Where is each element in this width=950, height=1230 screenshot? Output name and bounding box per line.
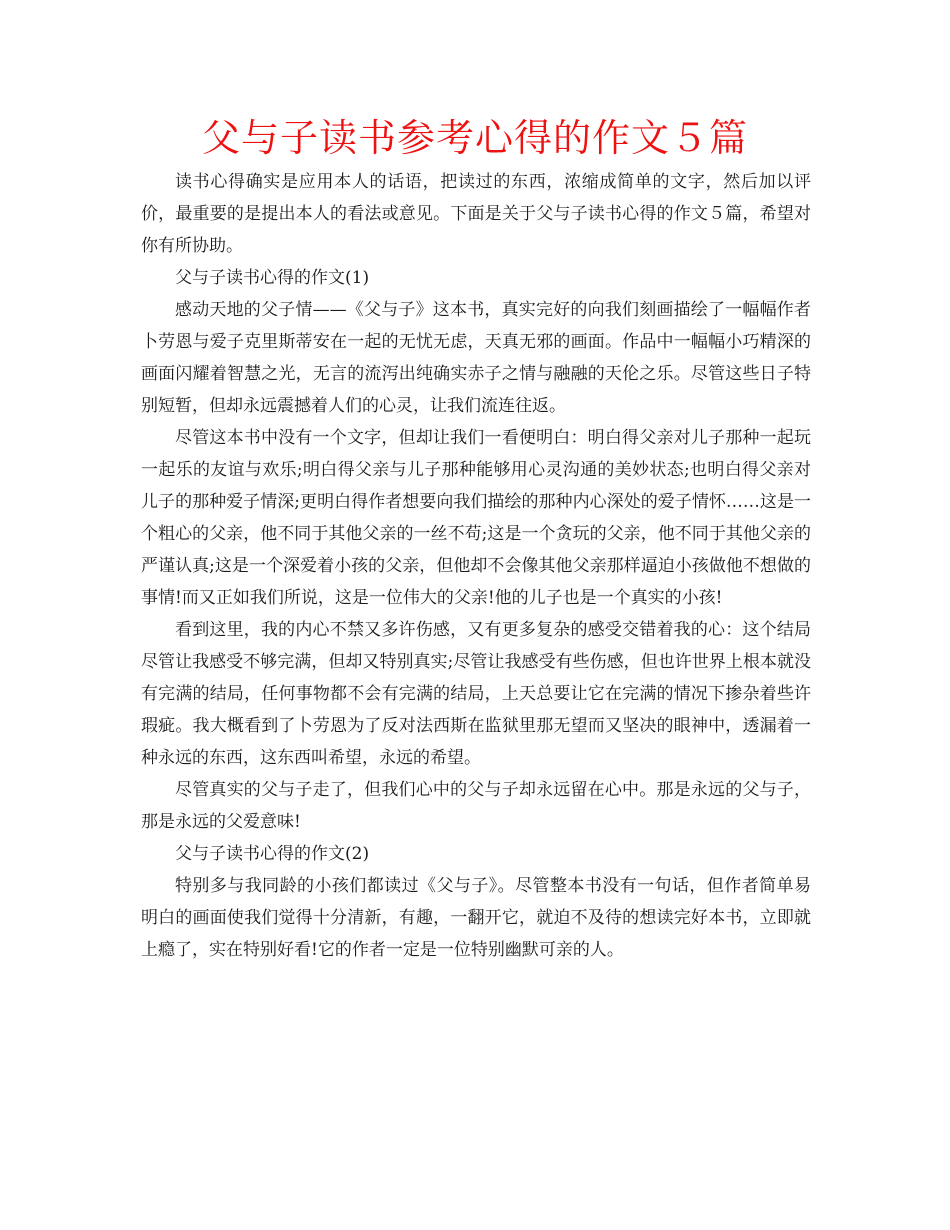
page-title: 父与子读书参考心得的作文５篇 bbox=[201, 116, 748, 160]
intro-paragraph: 读书心得确实是应用本人的话语，把读过的东西，浓缩成简单的文字，然后加以评价，最重要的是提出本人的看法或意见。下面是关于父与子读书心得的作文５篇，希望对你有所协助。 bbox=[141, 172, 811, 256]
body-paragraph: 尽管这本书中没有一个文字，但却让我们一看便明白：明白得父亲对儿子那种一起玩一起乐的友谊与欢乐;明白得父亲与儿子那种能够用心灵沟通的美妙状态;也明白得父亲对儿子的那种爱子情深;更明白得作者想要向我们描绘的那种内心深处的爱子情怀……这是一个粗心的父亲，他不同于其他父亲的一丝不苟;这是一个贪玩的父亲，他不同于其他父亲的严谨认真;这是一个深爱着小孩的父亲，但他却不会像其他父亲那样逼迫小孩做他不想做的事情!而又正如我们所说，这是一位伟大的父亲!他的儿子也是一个真实的小孩! bbox=[141, 428, 811, 608]
body-paragraph: 尽管真实的父与子走了，但我们心中的父与子却永远留在心中。那是永远的父与子，那是永远的父爱意味! bbox=[141, 780, 811, 832]
document-body bbox=[141, 166, 811, 966]
body-paragraph: 看到这里，我的内心不禁又多许伤感，又有更多复杂的感受交错着我的心：这个结局尽管让我感受不够完满，但却又特别真实;尽管让我感受有些伤感，但也许世界上根本就没有完满的结局，任何事物都不会有完满的结局，上天总要让它在完满的情况下掺杂着些许瑕疵。我大概看到了卜劳恩为了反对法西斯在监狱里那无望而又坚决的眼神中，透漏着一种永远的东西，这东西叫希望，永远的希望。 bbox=[141, 620, 811, 768]
section-heading-2: 父与子读书心得的作文(2) bbox=[175, 844, 370, 864]
body-paragraph: 特别多与我同龄的小孩们都读过《父与子》。尽管整本书没有一句话，但作者简单易明白的画面使我们觉得十分清新，有趣，一翻开它，就迫不及待的想读完好本书，立即就上瘾了，实在特别好看!它的作者一定是一位特别幽默可亲的人。 bbox=[141, 876, 811, 960]
body-paragraph: 感动天地的父子情——《父与子》这本书，真实完好的向我们刻画描绘了一幅幅作者卜劳恩与爱子克里斯蒂安在一起的无忧无虑，天真无邪的画面。作品中一幅幅小巧精深的画面闪耀着智慧之光，无言的流泻出纯确实赤子之情与融融的天伦之乐。尽管这些日子特别短暂，但却永远震撼着人们的心灵，让我们流连往返。 bbox=[141, 300, 811, 416]
section-heading-1: 父与子读书心得的作文(1) bbox=[175, 268, 370, 288]
